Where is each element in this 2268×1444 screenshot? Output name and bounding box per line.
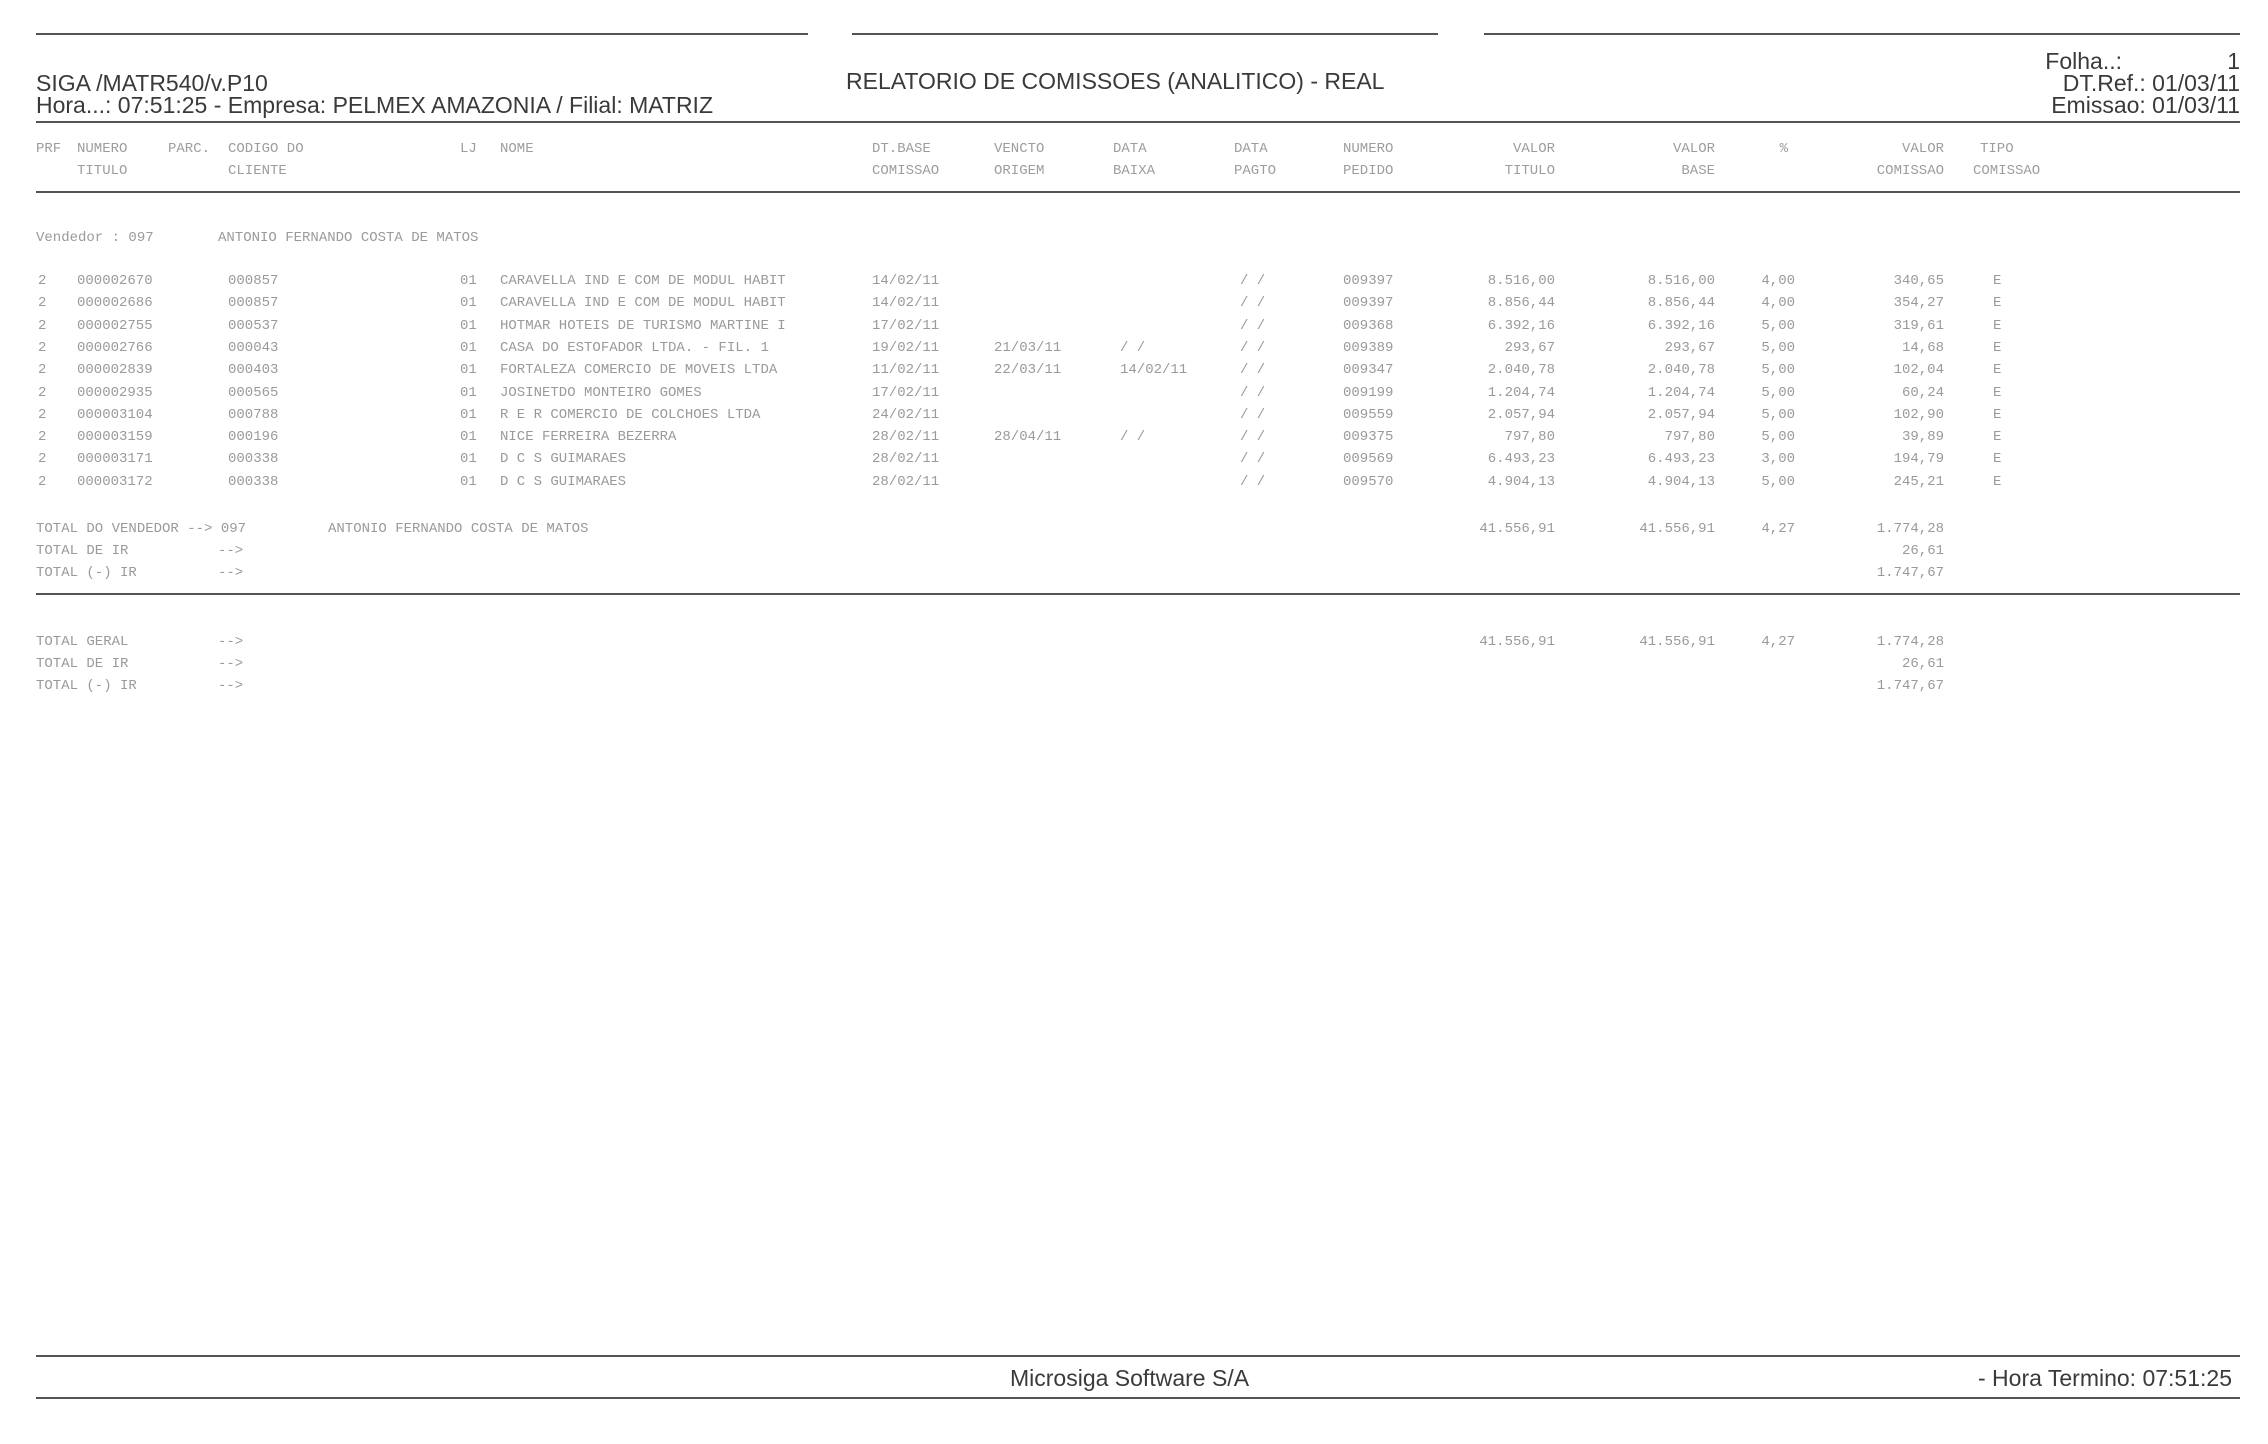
cell-dtbase: 17/02/11: [872, 385, 940, 401]
cell-prf: 2: [38, 429, 47, 445]
grand-ir-value: 26,61: [1901, 656, 1944, 672]
cell-lj: 01: [460, 273, 477, 289]
cell-valor-base: 2.040,78: [1647, 362, 1715, 378]
cell-lj: 01: [460, 474, 477, 490]
vendor-total-valor-titulo: 41.556,91: [1479, 521, 1555, 537]
cell-tipo: E: [1993, 273, 2002, 289]
grand-net-arrow: -->: [218, 678, 244, 694]
cell-codigo: 000338: [228, 474, 279, 490]
col-prf: PRF: [36, 141, 62, 157]
top-rule: [1484, 33, 2240, 35]
vendor-ir-label: TOTAL DE IR: [36, 543, 129, 559]
table-row: [0, 296, 2268, 318]
cell-pagto: / /: [1240, 429, 1266, 445]
cell-pct: 5,00: [1761, 429, 1795, 445]
cell-pedido: 009569: [1343, 451, 1394, 467]
col-origem: ORIGEM: [994, 163, 1045, 179]
cell-lj: 01: [460, 295, 477, 311]
cell-numero: 000002686: [77, 295, 153, 311]
cell-dtbase: 28/02/11: [872, 474, 940, 490]
cell-pagto: / /: [1240, 407, 1266, 423]
table-row: [0, 475, 2268, 497]
cell-pedido: 009570: [1343, 474, 1394, 490]
col-numero-pedido: NUMERO: [1343, 141, 1394, 157]
cell-valor-titulo: 8.856,44: [1487, 295, 1555, 311]
vendor-total-name: ANTONIO FERNANDO COSTA DE MATOS: [328, 521, 589, 537]
cell-pedido: 009347: [1343, 362, 1394, 378]
cell-valor-comissao: 102,90: [1893, 407, 1944, 423]
col-nome: NOME: [500, 141, 534, 157]
vendor-net-label: TOTAL (-) IR: [36, 565, 137, 581]
cell-nome: JOSINETDO MONTEIRO GOMES: [500, 385, 702, 401]
grand-ir-arrow: -->: [218, 656, 244, 672]
col-valor-base: VALOR: [1672, 141, 1715, 157]
cell-valor-titulo: 2.040,78: [1487, 362, 1555, 378]
column-header-line-2: [0, 164, 2268, 182]
cell-valor-base: 4.904,13: [1647, 474, 1715, 490]
cell-valor-comissao: 60,24: [1901, 385, 1944, 401]
cell-pct: 4,00: [1761, 273, 1795, 289]
vendor-total-label: TOTAL DO VENDEDOR --> 097: [36, 521, 247, 537]
cell-prf: 2: [38, 385, 47, 401]
cell-valor-titulo: 4.904,13: [1487, 474, 1555, 490]
cell-numero: 000003172: [77, 474, 153, 490]
cell-tipo: E: [1993, 429, 2002, 445]
cell-valor-comissao: 102,04: [1893, 362, 1944, 378]
cell-numero: 000002935: [77, 385, 153, 401]
cell-prf: 2: [38, 451, 47, 467]
cell-lj: 01: [460, 407, 477, 423]
emissao: Emissao: 01/03/11: [2051, 92, 2240, 118]
cell-dtbase: 28/02/11: [872, 451, 940, 467]
cell-prf: 2: [38, 362, 47, 378]
cell-dtbase: 19/02/11: [872, 340, 940, 356]
cell-tipo: E: [1993, 295, 2002, 311]
cell-codigo: 000857: [228, 273, 279, 289]
cell-tipo: E: [1993, 362, 2002, 378]
cell-pagto: / /: [1240, 385, 1266, 401]
cell-codigo: 000196: [228, 429, 279, 445]
cell-valor-base: 6.493,23: [1647, 451, 1715, 467]
cell-prf: 2: [38, 273, 47, 289]
table-row: [0, 452, 2268, 474]
col-titulo-2: TITULO: [1504, 163, 1555, 179]
cell-tipo: E: [1993, 407, 2002, 423]
table-row: [0, 341, 2268, 363]
cell-pct: 5,00: [1761, 385, 1795, 401]
cell-pagto: / /: [1240, 273, 1266, 289]
cell-valor-base: 8.856,44: [1647, 295, 1715, 311]
cell-pedido: 009389: [1343, 340, 1394, 356]
cell-pct: 5,00: [1761, 474, 1795, 490]
cell-tipo: E: [1993, 451, 2002, 467]
cell-pedido: 009368: [1343, 318, 1394, 334]
cell-pedido: 009199: [1343, 385, 1394, 401]
cell-tipo: E: [1993, 474, 2002, 490]
cell-dtbase: 11/02/11: [872, 362, 940, 378]
cell-tipo: E: [1993, 340, 2002, 356]
cell-codigo: 000043: [228, 340, 279, 356]
vendedor-label: Vendedor : 097: [36, 230, 154, 246]
time-company: Hora...: 07:51:25 - Empresa: PELMEX AMAZONIA / Filial: MATRIZ: [36, 92, 713, 118]
col-numero: NUMERO: [77, 141, 128, 157]
cell-vencto: 28/04/11: [994, 429, 1062, 445]
cell-dtbase: 14/02/11: [872, 273, 940, 289]
cell-tipo: E: [1993, 318, 2002, 334]
col-vencto: VENCTO: [994, 141, 1045, 157]
cell-numero: 000002755: [77, 318, 153, 334]
cell-nome: CARAVELLA IND E COM DE MODUL HABIT: [500, 273, 786, 289]
top-rule: [852, 33, 1438, 35]
cell-lj: 01: [460, 340, 477, 356]
cell-pct: 5,00: [1761, 318, 1795, 334]
footer-hora-termino: - Hora Termino: 07:51:25: [1978, 1365, 2232, 1391]
cell-pagto: / /: [1240, 318, 1266, 334]
report-title: RELATORIO DE COMISSOES (ANALITICO) - REAL: [846, 68, 1385, 94]
cell-nome: D C S GUIMARAES: [500, 474, 627, 490]
folha-value: 1: [2227, 48, 2240, 74]
cell-nome: CARAVELLA IND E COM DE MODUL HABIT: [500, 295, 786, 311]
cell-pct: 5,00: [1761, 340, 1795, 356]
cell-valor-titulo: 8.516,00: [1487, 273, 1555, 289]
cell-pct: 5,00: [1761, 362, 1795, 378]
table-row: [0, 386, 2268, 408]
col-valor-comissao: VALOR: [1901, 141, 1944, 157]
col-valor-titulo: VALOR: [1512, 141, 1555, 157]
cell-lj: 01: [460, 429, 477, 445]
grand-net-value: 1.747,67: [1876, 678, 1944, 694]
cell-codigo: 000338: [228, 451, 279, 467]
col-data-baixa: DATA: [1113, 141, 1147, 157]
cell-valor-comissao: 14,68: [1901, 340, 1944, 356]
col-dtbase: DT.BASE: [872, 141, 931, 157]
cell-valor-comissao: 340,65: [1893, 273, 1944, 289]
cell-codigo: 000537: [228, 318, 279, 334]
grand-net-label: TOTAL (-) IR: [36, 678, 137, 694]
vendor-net-value: 1.747,67: [1876, 565, 1944, 581]
cell-tipo: E: [1993, 385, 2002, 401]
grand-total-valor-titulo: 41.556,91: [1479, 634, 1555, 650]
cell-codigo: 000403: [228, 362, 279, 378]
vendor-ir-arrow: -->: [218, 543, 244, 559]
cell-valor-titulo: 293,67: [1504, 340, 1555, 356]
vendor-total-valor-base: 41.556,91: [1639, 521, 1715, 537]
cell-pagto: / /: [1240, 340, 1266, 356]
folha-label: Folha..:: [2045, 48, 2122, 74]
cell-nome: HOTMAR HOTEIS DE TURISMO MARTINE I: [500, 318, 786, 334]
cell-valor-titulo: 6.493,23: [1487, 451, 1555, 467]
cell-valor-comissao: 39,89: [1901, 429, 1944, 445]
cell-baixa: / /: [1120, 340, 1146, 356]
footer-company: Microsiga Software S/A: [1010, 1365, 1250, 1391]
totals-rule: [36, 593, 2240, 595]
cell-valor-titulo: 797,80: [1504, 429, 1555, 445]
cell-pedido: 009375: [1343, 429, 1394, 445]
col-codigo: CODIGO DO: [228, 141, 304, 157]
col-comissao: COMISSAO: [872, 163, 940, 179]
vendor-ir-value: 26,61: [1901, 543, 1944, 559]
cell-valor-titulo: 1.204,74: [1487, 385, 1555, 401]
cell-prf: 2: [38, 295, 47, 311]
cell-valor-comissao: 245,21: [1893, 474, 1944, 490]
grand-total-valor-base: 41.556,91: [1639, 634, 1715, 650]
cell-pagto: / /: [1240, 451, 1266, 467]
grand-total-arrow: -->: [218, 634, 244, 650]
cell-nome: R E R COMERCIO DE COLCHOES LTDA: [500, 407, 761, 423]
cell-pedido: 009559: [1343, 407, 1394, 423]
cell-pagto: / /: [1240, 362, 1266, 378]
cell-numero: 000002839: [77, 362, 153, 378]
cell-vencto: 21/03/11: [994, 340, 1062, 356]
cell-numero: 000003104: [77, 407, 153, 423]
cell-pagto: / /: [1240, 474, 1266, 490]
cell-prf: 2: [38, 407, 47, 423]
cell-pagto: / /: [1240, 295, 1266, 311]
cell-valor-base: 797,80: [1664, 429, 1715, 445]
cell-nome: CASA DO ESTOFADOR LTDA. - FIL. 1: [500, 340, 769, 356]
grand-total-pct: 4,27: [1761, 634, 1795, 650]
cell-dtbase: 14/02/11: [872, 295, 940, 311]
table-row: [0, 363, 2268, 385]
cell-valor-titulo: 6.392,16: [1487, 318, 1555, 334]
cell-prf: 2: [38, 340, 47, 356]
cell-pct: 4,00: [1761, 295, 1795, 311]
cell-dtbase: 17/02/11: [872, 318, 940, 334]
cell-lj: 01: [460, 318, 477, 334]
table-row: [0, 274, 2268, 296]
column-header-line-1: [0, 142, 2268, 160]
grand-total-valor-comissao: 1.774,28: [1876, 634, 1944, 650]
table-row: [0, 319, 2268, 341]
vendedor-name: ANTONIO FERNANDO COSTA DE MATOS: [218, 230, 479, 246]
cell-lj: 01: [460, 362, 477, 378]
cell-valor-base: 8.516,00: [1647, 273, 1715, 289]
grand-total-block: [0, 635, 2268, 701]
vendor-total-block: [0, 522, 2268, 588]
cell-valor-titulo: 2.057,94: [1487, 407, 1555, 423]
cell-dtbase: 28/02/11: [872, 429, 940, 445]
vendor-total-pct: 4,27: [1761, 521, 1795, 537]
cell-prf: 2: [38, 318, 47, 334]
cell-numero: 000002670: [77, 273, 153, 289]
col-base: BASE: [1681, 163, 1715, 179]
col-lj: LJ: [460, 141, 477, 157]
cell-numero: 000003159: [77, 429, 153, 445]
footer-bottom-rule: [36, 1397, 2240, 1399]
col-data-pagto: DATA: [1234, 141, 1268, 157]
col-pedido: PEDIDO: [1343, 163, 1394, 179]
header-rule: [36, 121, 2240, 123]
cell-valor-base: 6.392,16: [1647, 318, 1715, 334]
dt-ref: DT.Ref.: 01/03/11: [2062, 70, 2240, 96]
cell-nome: NICE FERREIRA BEZERRA: [500, 429, 677, 445]
column-header-rule: [36, 191, 2240, 193]
cell-codigo: 000788: [228, 407, 279, 423]
table-row: [0, 430, 2268, 452]
vendor-total-valor-comissao: 1.774,28: [1876, 521, 1944, 537]
cell-dtbase: 24/02/11: [872, 407, 940, 423]
cell-valor-comissao: 194,79: [1893, 451, 1944, 467]
vendor-net-arrow: -->: [218, 565, 244, 581]
cell-baixa: / /: [1120, 429, 1146, 445]
system-id: SIGA /MATR540/v.P10: [36, 70, 268, 96]
cell-nome: FORTALEZA COMERCIO DE MOVEIS LTDA: [500, 362, 778, 378]
cell-numero: 000002766: [77, 340, 153, 356]
cell-valor-comissao: 319,61: [1893, 318, 1944, 334]
cell-pedido: 009397: [1343, 273, 1394, 289]
col-parc: PARC.: [168, 141, 211, 157]
cell-pct: 5,00: [1761, 407, 1795, 423]
col-pagto: PAGTO: [1234, 163, 1277, 179]
cell-codigo: 000565: [228, 385, 279, 401]
col-cliente: CLIENTE: [228, 163, 287, 179]
cell-codigo: 000857: [228, 295, 279, 311]
grand-ir-label: TOTAL DE IR: [36, 656, 129, 672]
col-tipo: TIPO: [1980, 141, 2014, 157]
cell-prf: 2: [38, 474, 47, 490]
cell-valor-comissao: 354,27: [1893, 295, 1944, 311]
table-row: [0, 408, 2268, 430]
col-comissao-2: COMISSAO: [1876, 163, 1944, 179]
cell-nome: D C S GUIMARAES: [500, 451, 627, 467]
cell-pct: 3,00: [1761, 451, 1795, 467]
cell-valor-base: 2.057,94: [1647, 407, 1715, 423]
col-pct: %: [1779, 141, 1788, 157]
grand-total-label: TOTAL GERAL: [36, 634, 129, 650]
cell-pedido: 009397: [1343, 295, 1394, 311]
top-rule: [36, 33, 808, 35]
cell-vencto: 22/03/11: [994, 362, 1062, 378]
col-tipo-comissao: COMISSAO: [1973, 163, 2041, 179]
footer-top-rule: [36, 1355, 2240, 1357]
col-titulo: TITULO: [77, 163, 128, 179]
cell-lj: 01: [460, 385, 477, 401]
cell-baixa: 14/02/11: [1120, 362, 1188, 378]
cell-valor-base: 1.204,74: [1647, 385, 1715, 401]
col-baixa: BAIXA: [1113, 163, 1156, 179]
cell-valor-base: 293,67: [1664, 340, 1715, 356]
cell-lj: 01: [460, 451, 477, 467]
cell-numero: 000003171: [77, 451, 153, 467]
